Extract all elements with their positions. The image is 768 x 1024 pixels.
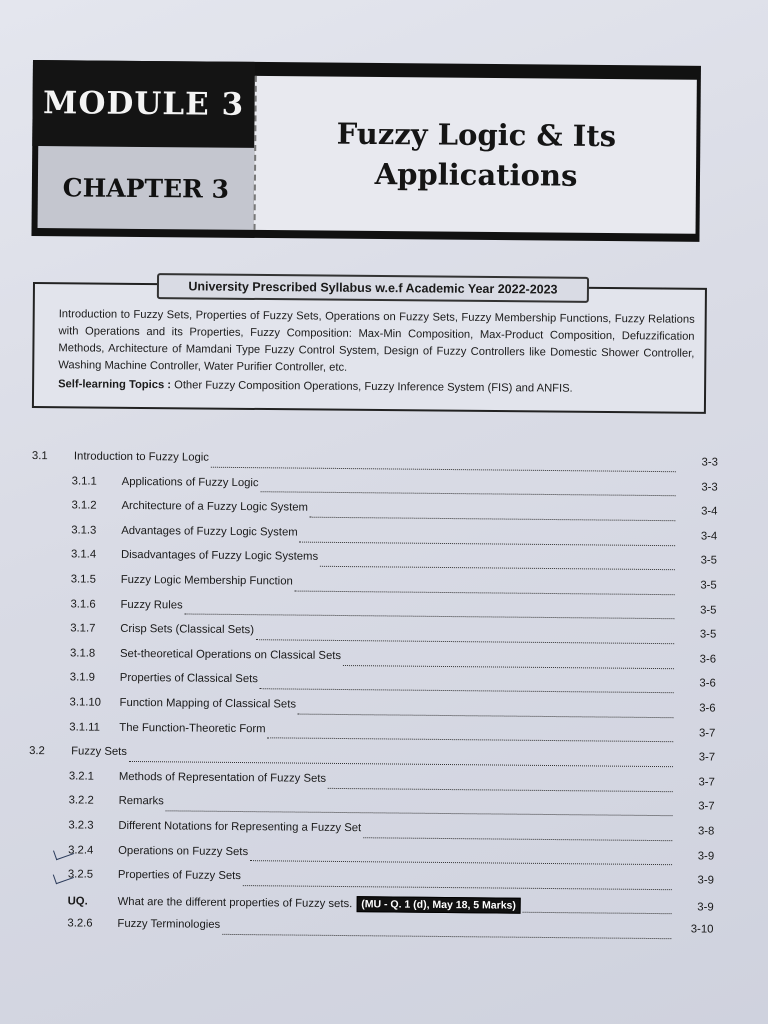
- table-of-contents: [25, 450, 718, 948]
- toc-title: Crisp Sets (Classical Sets): [120, 623, 255, 637]
- toc-page: 3-5: [700, 554, 718, 567]
- exam-reference-tag: (MU - Q. 1 (d), May 18, 5 Marks): [356, 896, 521, 914]
- toc-page: 3-6: [699, 677, 716, 690]
- syllabus-text: Introduction to Fuzzy Sets, Properties of Fuzzy Sets, Operations on Fuzzy Sets, Fuzzy Membership Functions, Fuzzy Relations with Operations and its Properties, Fuzzy Composition: Max-Min Composition, Max-Product Composition, Defuzzification Methods, Architecture of Mamdani Type Fuzzy Control System, Design of Fuzzy Controllers like Domestic Shower Controller, Washing Machine Controller, Water Purifier Controller, etc.: [58, 308, 695, 374]
- toc-page: 3-5: [700, 579, 717, 592]
- toc-number: 3.1.9: [69, 671, 96, 684]
- dot-leader: [298, 713, 674, 718]
- chapter-label: CHAPTER 3: [38, 146, 255, 230]
- toc-page: 3-9: [697, 874, 714, 887]
- dot-leader: [243, 885, 672, 890]
- toc-page: 3-5: [699, 628, 717, 641]
- toc-title: What are the different properties of Fuzzy sets.: [117, 895, 353, 910]
- chapter-title-line-1: Fuzzy Logic & Its: [336, 116, 617, 154]
- toc-number: 3.1.1: [71, 474, 97, 488]
- toc-title: Fuzzy Terminologies: [117, 918, 221, 932]
- toc-number: 3.1.10: [69, 696, 102, 709]
- toc-number: 3.2.6: [67, 917, 93, 930]
- dot-leader: [129, 761, 673, 767]
- toc-page: 3-7: [698, 776, 715, 789]
- chapter-title-line-2: Applications: [374, 156, 578, 193]
- toc-page: 3-3: [701, 481, 718, 494]
- toc-number: 3.2.1: [68, 770, 95, 783]
- toc-title: Introduction to Fuzzy Logic: [73, 450, 210, 464]
- toc-title: Different Notations for Representing a Fuzzy Set: [118, 819, 362, 835]
- dot-leader: [250, 860, 672, 865]
- toc-row: [25, 917, 713, 948]
- chapter-title: [336, 114, 616, 196]
- toc-number: 3.1.4: [70, 548, 97, 562]
- dot-leader: [268, 738, 674, 743]
- toc-number: 3.1.5: [70, 573, 96, 586]
- dot-leader: [300, 541, 676, 546]
- toc-title: Properties of Classical Sets: [119, 672, 259, 686]
- toc-number: 3.2.2: [68, 794, 94, 807]
- dot-leader: [328, 787, 673, 791]
- toc-number: UQ.: [67, 895, 88, 908]
- toc-number: 3.2.5: [68, 868, 118, 880]
- toc-page: 3-7: [698, 726, 716, 740]
- dot-leader: [222, 934, 671, 939]
- toc-page: 3-8: [697, 825, 715, 838]
- toc-title: The Function-Theoretic Form: [119, 721, 266, 735]
- toc-number: 3.1.7: [70, 622, 96, 635]
- toc-number: 3.2.4: [68, 844, 118, 856]
- toc-number: 3.1.8: [69, 647, 96, 660]
- toc-title: Fuzzy Rules: [120, 598, 183, 612]
- toc-title: Architecture of a Fuzzy Logic System: [121, 500, 308, 514]
- toc-page: 3-6: [699, 702, 716, 715]
- chapter-title-box: [254, 76, 697, 234]
- toc-number: 3.2.3: [68, 819, 94, 832]
- chapter-header: [31, 60, 701, 242]
- toc-title: Set-theoretical Operations on Classical Sets: [119, 647, 342, 662]
- dot-leader: [343, 665, 674, 669]
- toc-title: Fuzzy Logic Membership Function: [120, 573, 293, 588]
- toc-number: 3.2: [29, 745, 45, 758]
- toc-page: 3-4: [701, 505, 718, 518]
- toc-page: 3-9: [697, 849, 715, 863]
- dot-leader: [185, 614, 675, 620]
- toc-page: 3-3: [701, 456, 718, 469]
- toc-title: Properties of Fuzzy Sets: [117, 868, 242, 883]
- dot-leader: [310, 517, 676, 522]
- toc-title: Remarks: [118, 795, 164, 808]
- toc-title: Operations on Fuzzy Sets: [118, 844, 249, 858]
- module-label: MODULE 3: [32, 60, 255, 148]
- toc-page: 3-6: [699, 653, 717, 666]
- dot-leader: [260, 492, 675, 497]
- dot-leader: [523, 912, 672, 914]
- toc-page: 3-7: [698, 751, 716, 764]
- toc-page: 3-9: [697, 901, 714, 914]
- dot-leader: [320, 566, 675, 570]
- toc-page: 3-5: [700, 604, 717, 617]
- syllabus-heading: University Prescribed Syllabus w.e.f Academic Year 2022-2023: [157, 273, 589, 303]
- self-learning-topics: [58, 376, 694, 399]
- self-learning-text: Other Fuzzy Composition Operations, Fuzzy Inference System (FIS) and ANFIS.: [174, 379, 573, 395]
- toc-number: 3.1.11: [69, 720, 100, 734]
- dot-leader: [211, 467, 676, 472]
- toc-page: 3-7: [698, 800, 715, 813]
- dot-leader: [363, 837, 672, 841]
- dot-leader: [260, 688, 674, 693]
- toc-number: 3.1: [31, 450, 48, 463]
- syllabus-box: [32, 279, 707, 414]
- toc-number: 3.1.6: [70, 597, 96, 611]
- dot-leader: [166, 810, 673, 816]
- toc-title: Advantages of Fuzzy Logic System: [121, 524, 298, 539]
- syllabus-content: [58, 306, 695, 399]
- self-learning-label: Self-learning Topics :: [58, 378, 172, 392]
- toc-number: 3.1.2: [71, 499, 97, 512]
- toc-title: Methods of Representation of Fuzzy Sets: [118, 770, 327, 785]
- dot-leader: [295, 590, 675, 595]
- dot-leader: [256, 639, 674, 644]
- toc-page: 3-10: [690, 923, 714, 936]
- toc-number: 3.1.3: [71, 524, 97, 537]
- toc-title: Function Mapping of Classical Sets: [119, 696, 297, 711]
- toc-page: 3-4: [700, 530, 718, 543]
- toc-title: Fuzzy Sets: [71, 745, 128, 759]
- toc-title: Applications of Fuzzy Logic: [121, 475, 259, 489]
- toc-title: Disadvantages of Fuzzy Logic Systems: [120, 549, 319, 564]
